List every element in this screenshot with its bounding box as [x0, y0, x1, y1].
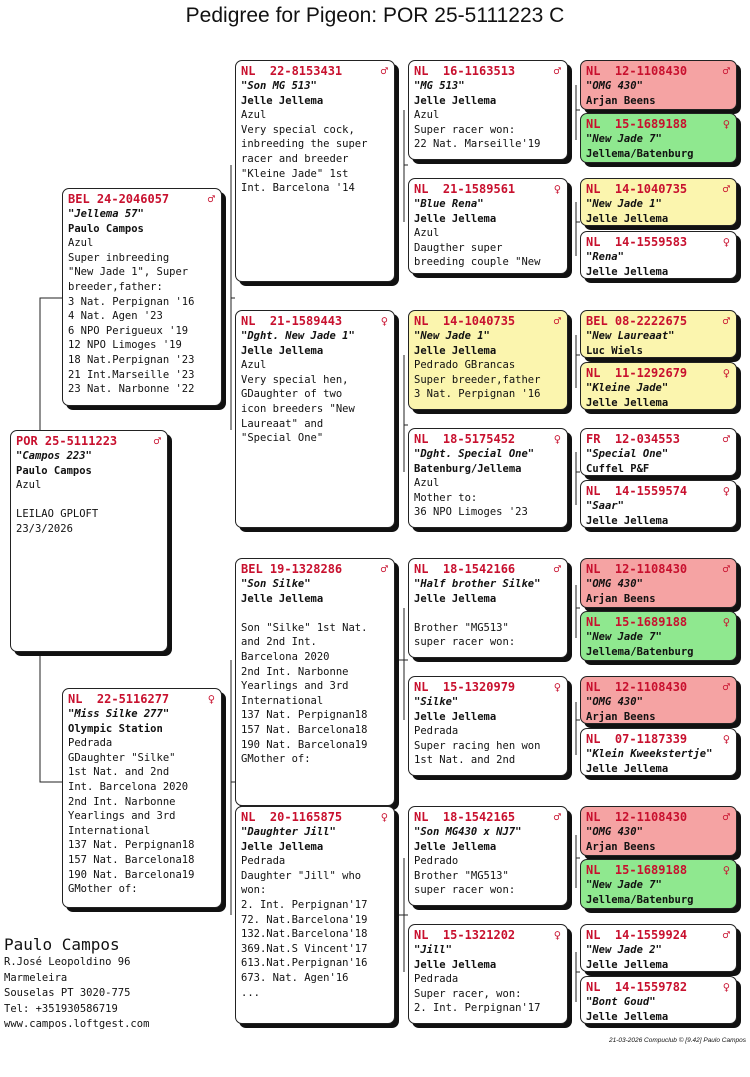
info-line: 132.Nat.Barcelona'18	[241, 928, 368, 941]
breeder-name: Jelle Jellema	[586, 514, 669, 527]
pigeon-name: "MG 513"	[414, 80, 465, 92]
pigeon-card-sd[interactable]	[235, 310, 395, 528]
info-line: GMother of:	[241, 753, 311, 766]
pigeon-card-g11[interactable]	[580, 676, 737, 724]
info-line: 4 Nat. Agen '23	[68, 310, 163, 323]
info-line: Pedrada	[241, 855, 286, 868]
info-line: 369.Nat.S Vincent'17	[241, 942, 368, 955]
pigeon-card-g15[interactable]	[580, 924, 737, 972]
breeder-name: Jelle Jellema	[414, 840, 497, 853]
pigeon-card-g1[interactable]	[580, 60, 737, 110]
info-line: Barcelona 2020	[241, 650, 330, 663]
owner-name: Paulo Campos	[4, 935, 120, 954]
pigeon-card-ss[interactable]	[235, 60, 395, 282]
pigeon-name: "Special One"	[586, 448, 669, 460]
ring-header	[241, 64, 390, 79]
ring-number: NL 21-1589443	[241, 314, 343, 328]
breeder-name: Jelle Jellema	[414, 94, 497, 107]
male-icon: ♂	[722, 432, 730, 446]
ring-header	[414, 928, 563, 943]
info-line: breeding couple "New	[414, 256, 541, 269]
female-icon: ♀	[553, 928, 561, 942]
ring-header	[586, 615, 732, 630]
info-line: Azul	[414, 227, 440, 240]
ring-number: NL 16-1163513	[414, 64, 516, 78]
male-icon: ♂	[553, 64, 561, 78]
male-icon: ♂	[722, 314, 730, 328]
pigeon-card-ddd[interactable]	[408, 924, 568, 1024]
ring-header	[586, 314, 732, 329]
info-line: Son "Silke" 1st Nat.	[241, 621, 368, 634]
ring-number: FR 12-034553	[586, 432, 680, 446]
male-icon: ♂	[553, 562, 561, 576]
info-line: inbreeding the super	[241, 138, 368, 151]
pigeon-name: "Son MG430 x NJ7"	[414, 826, 522, 838]
info-line: Mother to:	[414, 491, 478, 504]
info-line: Daughter "Jill" who	[241, 869, 362, 882]
breeder-name: Batenburg/Jellema	[414, 462, 522, 475]
breeder-name: Jellema/Batenburg	[586, 147, 694, 160]
breeder-name: Jelle Jellema	[414, 344, 497, 357]
info-line: 3 Nat. Perpignan '16	[414, 388, 541, 401]
pigeon-card-g7[interactable]	[580, 428, 737, 476]
pigeon-name: "Dght. Special One"	[414, 448, 535, 460]
info-line: 190 Nat. Barcelona19	[241, 738, 368, 751]
info-line: racer and breeder	[241, 152, 349, 165]
breeder-name: Arjan Beens	[586, 592, 656, 605]
female-icon: ♀	[722, 235, 730, 249]
male-icon: ♂	[553, 314, 561, 328]
pigeon-name: "Son MG 513"	[241, 80, 317, 92]
info-line	[414, 606, 563, 621]
ring-number: NL 22-5116277	[68, 692, 170, 706]
male-icon: ♂	[722, 928, 730, 942]
info-line: 2nd Int. Narbonne	[68, 795, 176, 808]
pigeon-name: "New Jade 7"	[586, 133, 662, 145]
info-line: breeder,father:	[68, 280, 163, 293]
info-line	[16, 493, 163, 508]
female-icon: ♀	[722, 863, 730, 877]
page-title: Pedigree for Pigeon: POR 25-5111223 C	[185, 4, 565, 27]
owner-address-line: R.José Leopoldino 96	[4, 956, 131, 968]
pigeon-name: "Blue Rena"	[414, 198, 484, 210]
ring-number: NL 18-1542166	[414, 562, 516, 576]
male-icon: ♂	[722, 64, 730, 78]
info-line	[241, 606, 390, 621]
pigeon-name: "Klein Kweekstertje"	[586, 748, 713, 760]
pigeon-card-sss[interactable]	[408, 60, 568, 160]
info-line: Pedrada	[68, 737, 113, 750]
breeder-name: Jelle Jellema	[586, 958, 669, 971]
info-line: Int. Barcelona '14	[241, 182, 355, 195]
info-line: GDaughter of two	[241, 388, 343, 401]
ring-header	[586, 64, 732, 79]
ring-header	[414, 810, 563, 825]
pigeon-name: "Kleine Jade"	[586, 382, 669, 394]
info-line: "New Jade 1", Super	[68, 266, 189, 279]
ring-header	[414, 432, 563, 447]
info-line: GDaughter "Silke"	[68, 751, 176, 764]
info-line: 1st Nat. and 2nd	[414, 754, 516, 767]
info-line: Brother "MG513"	[414, 621, 509, 634]
pigeon-card-g13[interactable]	[580, 806, 737, 856]
info-line: Very special hen,	[241, 373, 349, 386]
pigeon-name: "Saar"	[586, 500, 624, 512]
pigeon-card-dam[interactable]	[62, 688, 222, 908]
pigeon-name: "New Jade 7"	[586, 879, 662, 891]
pigeon-name: "OMG 430"	[586, 80, 643, 92]
breeder-name: Jelle Jellema	[241, 94, 324, 107]
ring-number: NL 20-1165875	[241, 810, 343, 824]
breeder-name: Jelle Jellema	[586, 212, 669, 225]
pigeon-name: "Daughter Jill"	[241, 826, 336, 838]
ring-header	[586, 432, 732, 447]
info-line: Azul	[68, 237, 94, 250]
breeder-name: Jelle Jellema	[414, 212, 497, 225]
info-line: and 2nd Int.	[241, 636, 317, 649]
pigeon-card-ds[interactable]	[235, 558, 395, 806]
ring-number: NL 12-1108430	[586, 562, 688, 576]
ring-number: NL 11-1292679	[586, 366, 688, 380]
owner-address-line: Marmeleira	[4, 971, 68, 984]
male-icon: ♂	[722, 810, 730, 824]
male-icon: ♂	[553, 810, 561, 824]
ring-number: NL 14-1559924	[586, 928, 688, 942]
info-line: Super inbreeding	[68, 251, 170, 264]
info-line: icon breeders "New	[241, 402, 355, 415]
breeder-name: Paulo Campos	[16, 464, 92, 477]
ring-header	[414, 314, 563, 329]
pigeon-name: "Silke"	[414, 696, 459, 708]
pigeon-card-dss[interactable]	[408, 558, 568, 658]
ring-number: NL 21-1589561	[414, 182, 516, 196]
pigeon-card-g12[interactable]	[580, 728, 737, 776]
ring-header	[586, 732, 732, 747]
info-line: 673. Nat. Agen'16	[241, 971, 349, 984]
male-icon: ♂	[380, 64, 388, 78]
info-line: 36 NPO Limoges '23	[414, 506, 528, 519]
ring-header	[16, 434, 163, 449]
ring-number: NL 18-5175452	[414, 432, 516, 446]
ring-header	[414, 680, 563, 695]
ring-header	[586, 562, 732, 577]
owner-website[interactable]: www.campos.loftgest.com	[4, 1018, 150, 1030]
ring-number: NL 07-1187339	[586, 732, 688, 746]
info-line: LEILAO GPLOFT	[16, 508, 99, 521]
ring-number: NL 15-1321202	[414, 928, 516, 942]
breeder-name: Jellema/Batenburg	[586, 645, 694, 658]
male-icon: ♂	[722, 562, 730, 576]
ring-header	[241, 314, 390, 329]
female-icon: ♀	[553, 182, 561, 196]
breeder-name: Jelle Jellema	[241, 840, 324, 853]
ring-number: BEL 24-2046057	[68, 192, 170, 206]
pigeon-name: "Miss Silke 277"	[68, 708, 170, 720]
pigeon-card-g14[interactable]	[580, 859, 737, 909]
pigeon-name: "New Jade 7"	[586, 631, 662, 643]
info-line: Azul	[414, 477, 440, 490]
female-icon: ♀	[553, 432, 561, 446]
info-line: 12 NPO Limoges '19	[68, 339, 182, 352]
pigeon-name: "OMG 430"	[586, 826, 643, 838]
breeder-name: Luc Wiels	[586, 344, 643, 357]
ring-header	[586, 810, 732, 825]
pigeon-card-g3[interactable]	[580, 178, 737, 226]
ring-number: NL 15-1689188	[586, 863, 688, 877]
info-line: "Special One"	[241, 432, 324, 445]
breeder-name: Jelle Jellema	[586, 396, 669, 409]
owner-phone: Tel: +351930586719	[4, 1002, 118, 1015]
ring-number: POR 25-5111223	[16, 434, 118, 448]
info-line: 1st Nat. and 2nd	[68, 766, 170, 779]
pigeon-card-sdd[interactable]	[408, 428, 568, 528]
info-line: Azul	[241, 359, 267, 372]
info-line: 137 Nat. Perpignan18	[68, 839, 195, 852]
breeder-name: Jelle Jellema	[241, 592, 324, 605]
female-icon: ♀	[722, 615, 730, 629]
male-icon: ♂	[207, 192, 215, 206]
male-icon: ♂	[153, 434, 161, 448]
ring-header	[586, 366, 732, 381]
info-line: Brother "MG513"	[414, 869, 509, 882]
info-line: 18 Nat.Perpignan '23	[68, 353, 195, 366]
ring-number: NL 14-1559574	[586, 484, 688, 498]
pigeon-card-dds[interactable]	[408, 806, 568, 906]
breeder-name: Jelle Jellema	[586, 1010, 669, 1023]
pigeon-name: "Son Silke"	[241, 578, 311, 590]
ring-number: NL 15-1320979	[414, 680, 516, 694]
info-line: ...	[241, 986, 260, 999]
info-line: super racer won:	[414, 636, 516, 649]
pigeon-name: "Half brother Silke"	[414, 578, 541, 590]
breeder-name: Cuffel P&F	[586, 462, 650, 475]
male-icon: ♂	[380, 562, 388, 576]
info-line: 2. Int. Perpignan'17	[414, 1002, 541, 1015]
ring-number: NL 18-1542165	[414, 810, 516, 824]
breeder-name: Olympic Station	[68, 722, 163, 735]
info-line: International	[68, 824, 151, 837]
ring-header	[414, 562, 563, 577]
pigeon-card-dsd[interactable]	[408, 676, 568, 776]
pigeon-card-g2[interactable]	[580, 113, 737, 163]
footer-credit: 21-03-2026 Compuclub © [9.42] Paulo Campos	[608, 1037, 746, 1044]
info-line: Very special cock,	[241, 123, 355, 136]
breeder-name: Paulo Campos	[68, 222, 144, 235]
info-line: 613.Nat.Perpignan'16	[241, 957, 368, 970]
breeder-name: Jellema/Batenburg	[586, 893, 694, 906]
info-line: Azul	[241, 109, 267, 122]
info-line: Pedrada	[414, 973, 459, 986]
ring-number: NL 12-1108430	[586, 680, 688, 694]
male-icon: ♂	[722, 182, 730, 196]
ring-header	[586, 117, 732, 132]
pigeon-name: "Jill"	[414, 944, 452, 956]
male-icon: ♂	[722, 680, 730, 694]
breeder-name: Jelle Jellema	[586, 762, 669, 775]
pigeon-card-g16[interactable]	[580, 976, 737, 1024]
ring-header	[414, 182, 563, 197]
info-line: 6 NPO Perigueux '19	[68, 324, 189, 337]
breeder-name: Arjan Beens	[586, 94, 656, 107]
info-line: Int. Barcelona 2020	[68, 780, 189, 793]
info-line: Daugther super	[414, 241, 503, 254]
ring-number: NL 15-1689188	[586, 615, 688, 629]
ring-header	[241, 810, 390, 825]
female-icon: ♀	[722, 484, 730, 498]
info-line: 22 Nat. Marseille'19	[414, 138, 541, 151]
pigeon-card-g9[interactable]	[580, 558, 737, 608]
owner-block	[4, 935, 149, 1033]
breeder-name: Jelle Jellema	[414, 958, 497, 971]
pigeon-name: "OMG 430"	[586, 578, 643, 590]
info-line: 157 Nat. Barcelona18	[241, 723, 368, 736]
pigeon-card-g10[interactable]	[580, 611, 737, 661]
info-line: 190 Nat. Barcelona19	[68, 868, 195, 881]
ring-number: NL 12-1108430	[586, 810, 688, 824]
breeder-name: Arjan Beens	[586, 710, 656, 723]
info-line: GMother of:	[68, 883, 138, 896]
ring-number: NL 14-1559782	[586, 980, 688, 994]
ring-header	[586, 863, 732, 878]
info-line: Pedrada	[414, 725, 459, 738]
ring-header	[414, 64, 563, 79]
breeder-name: Arjan Beens	[586, 840, 656, 853]
info-line: won:	[241, 884, 267, 897]
ring-number: BEL 19-1328286	[241, 562, 343, 576]
breeder-name: Jelle Jellema	[414, 710, 497, 723]
breeder-name: Jelle Jellema	[241, 344, 324, 357]
ring-header	[586, 928, 732, 943]
pigeon-card-g8[interactable]	[580, 480, 737, 528]
info-line: 72. Nat.Barcelona'19	[241, 913, 368, 926]
breeder-name: Jelle Jellema	[414, 592, 497, 605]
pigeon-name: "Rena"	[586, 251, 624, 263]
ring-number: BEL 08-2222675	[586, 314, 688, 328]
ring-header	[586, 182, 732, 197]
pigeon-name: "Jellema 57"	[68, 208, 144, 220]
owner-address-line: Souselas PT 3020-775	[4, 987, 131, 999]
info-line: 2nd Int. Narbonne	[241, 665, 349, 678]
info-line: Yearlings and 3rd	[68, 810, 176, 823]
pigeon-card-g4[interactable]	[580, 231, 737, 279]
female-icon: ♀	[722, 117, 730, 131]
info-line: 157 Nat. Barcelona18	[68, 853, 195, 866]
ring-number: NL 22-8153431	[241, 64, 343, 78]
female-icon: ♀	[207, 692, 215, 706]
info-line: Azul	[414, 109, 440, 122]
pigeon-name: "Bont Goud"	[586, 996, 656, 1008]
female-icon: ♀	[722, 366, 730, 380]
pigeon-card-dd[interactable]	[235, 806, 395, 1024]
pigeon-card-sds[interactable]	[408, 310, 568, 410]
info-line: International	[241, 694, 324, 707]
info-line: "Kleine Jade" 1st	[241, 167, 349, 180]
ring-header	[586, 680, 732, 695]
info-line: Laureaat" and	[241, 417, 324, 430]
info-line: 23 Nat. Narbonne '22	[68, 383, 195, 396]
info-line: 2. Int. Perpignan'17	[241, 898, 368, 911]
pigeon-name: "Dght. New Jade 1"	[241, 330, 355, 342]
info-line: Super racer won:	[414, 123, 516, 136]
info-line: Azul	[16, 479, 42, 492]
info-line: Pedrado GBrancas	[414, 359, 516, 372]
info-line: Super racer, won:	[414, 987, 522, 1000]
ring-number: NL 14-1559583	[586, 235, 688, 249]
pigeon-card-subject[interactable]	[10, 430, 168, 652]
female-icon: ♀	[722, 980, 730, 994]
ring-header	[241, 562, 390, 577]
info-line: Super breeder,father	[414, 373, 541, 386]
info-line: Pedrado	[414, 855, 459, 868]
info-line: 23/3/2026	[16, 522, 73, 535]
female-icon: ♀	[722, 732, 730, 746]
pigeon-card-g5[interactable]	[580, 310, 737, 358]
pigeon-card-ssd[interactable]	[408, 178, 568, 274]
info-line: 137 Nat. Perpignan18	[241, 709, 368, 722]
ring-header	[586, 980, 732, 995]
ring-number: NL 14-1040735	[414, 314, 516, 328]
info-line: Yearlings and 3rd	[241, 680, 349, 693]
ring-header	[586, 235, 732, 250]
ring-number: NL 12-1108430	[586, 64, 688, 78]
pigeon-name: "OMG 430"	[586, 696, 643, 708]
ring-header	[68, 192, 217, 207]
pigeon-name: "New Jade 1"	[586, 198, 662, 210]
info-line: 3 Nat. Perpignan '16	[68, 295, 195, 308]
pigeon-name: "Campos 223"	[16, 450, 92, 462]
pigeon-name: "New Laureaat"	[586, 330, 675, 342]
pigeon-card-sire[interactable]	[62, 188, 222, 406]
pigeon-card-g6[interactable]	[580, 362, 737, 410]
info-line: super racer won:	[414, 884, 516, 897]
pigeon-name: "New Jade 1"	[414, 330, 490, 342]
female-icon: ♀	[553, 680, 561, 694]
pigeon-name: "New Jade 2"	[586, 944, 662, 956]
ring-header	[586, 484, 732, 499]
ring-number: NL 15-1689188	[586, 117, 688, 131]
ring-header	[68, 692, 217, 707]
info-line: Super racing hen won	[414, 739, 541, 752]
female-icon: ♀	[380, 314, 388, 328]
info-line: 21 Int.Marseille '23	[68, 368, 195, 381]
breeder-name: Jelle Jellema	[586, 265, 669, 278]
ring-number: NL 14-1040735	[586, 182, 688, 196]
female-icon: ♀	[380, 810, 388, 824]
